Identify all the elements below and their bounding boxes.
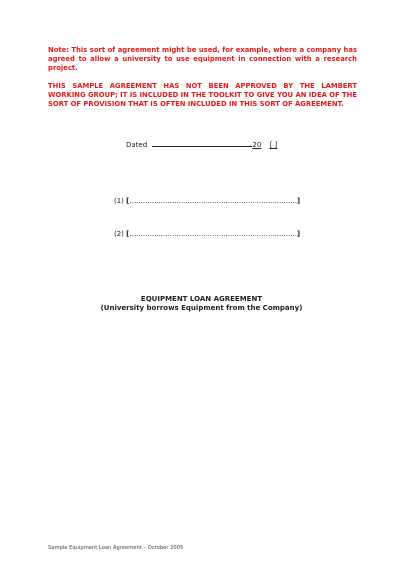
- party-number: (2): [114, 230, 124, 238]
- party-open-bracket: [: [126, 230, 130, 238]
- party-close-bracket: ]: [296, 230, 301, 238]
- party-dots: …………………………………………………………………: [129, 197, 297, 205]
- party-line-2: [114, 230, 300, 238]
- warning-paragraph: THIS SAMPLE AGREEMENT HAS NOT BEEN APPROVED BY THE LAMBERT WORKING GROUP; IT IS INCLUDED IN THE TOOLKIT TO GIVE YOU AN IDEA OF THE SORT OF PROVISION THAT IS OFTEN INCLUDED IN THIS SORT OF AGREEMENT.: [48, 82, 357, 109]
- party-dots: …………………………………………………………………: [129, 230, 297, 238]
- agreement-title: EQUIPMENT LOAN AGREEMENT: [140, 295, 263, 303]
- party-close-bracket: ]: [296, 197, 301, 205]
- dated-bracket: [ ]: [269, 141, 278, 149]
- dated-label: Dated: [126, 141, 148, 149]
- note-paragraph: Note: This sort of agreement might be used, for example, where a company has agreed to allow a university to use equipment in connection with a research project.: [48, 46, 357, 73]
- agreement-subtitle: (University borrows Equipment from the Company): [100, 304, 303, 312]
- page-footer: Sample Equipment Loan Agreement – October 2005: [48, 545, 184, 551]
- party-open-bracket: [: [126, 197, 130, 205]
- dated-year: 20: [252, 141, 262, 149]
- date-blank-line: [152, 139, 252, 147]
- party-number: (1): [114, 197, 124, 205]
- dated-line: [126, 139, 277, 149]
- party-line-1: [114, 197, 300, 205]
